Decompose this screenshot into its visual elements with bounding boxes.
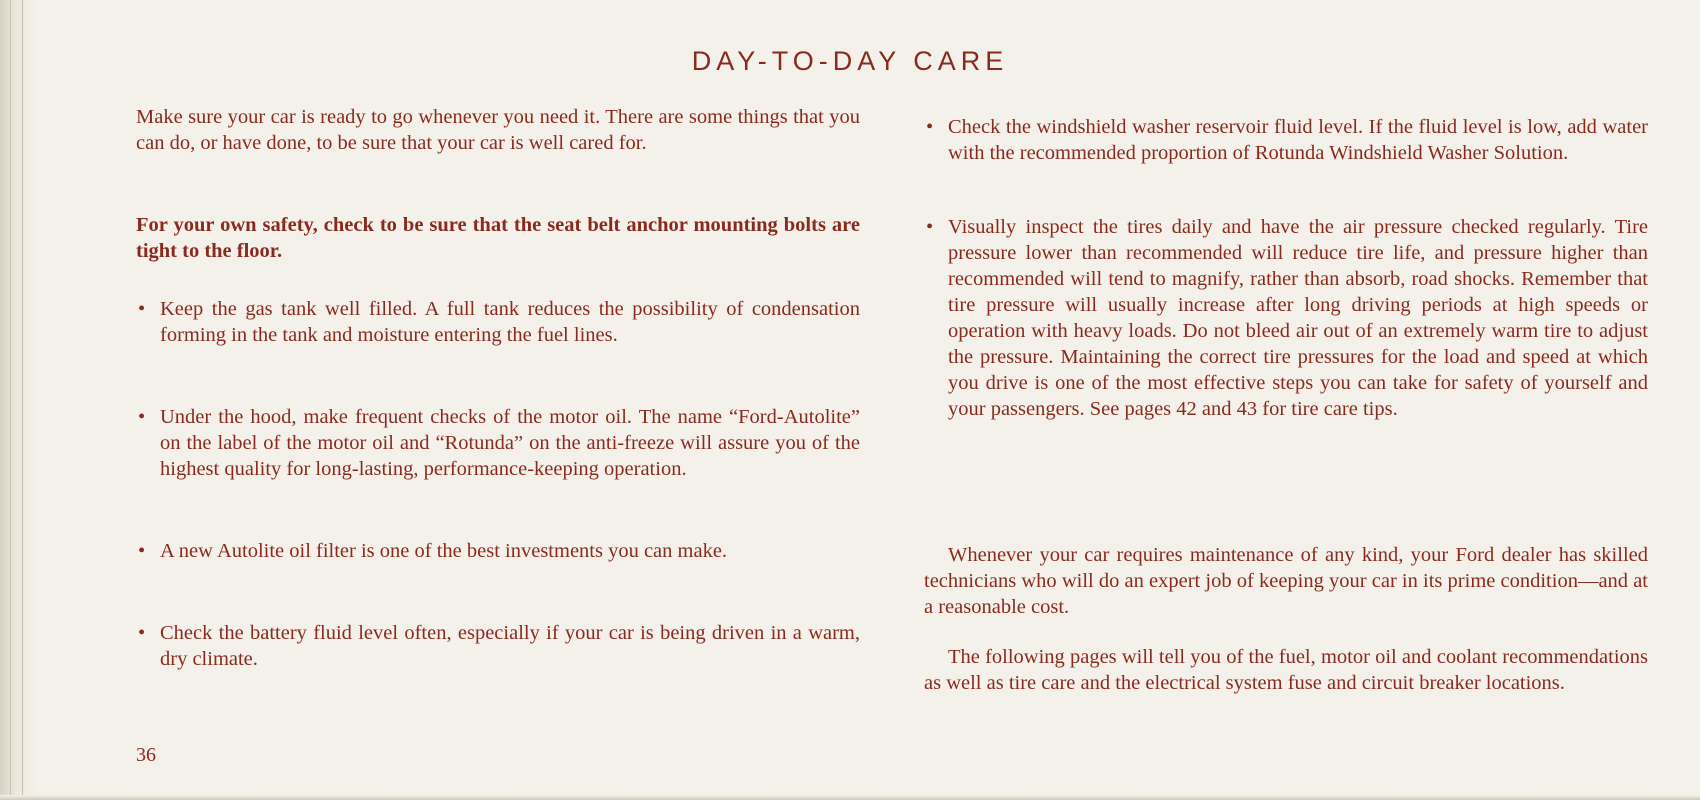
book-spine: [0, 0, 38, 800]
list-item-text: Check the battery fluid level often, especially if your car is being driven in a warm, dry climate.: [160, 622, 860, 670]
left-column: [136, 104, 860, 734]
list-item-text: Visually inspect the tires daily and have the air pressure checked regularly. Tire pressure lower than recommended will reduce tire life, and pressure higher than recommended will tend to magnify, rather than absorb, road shocks. Remember that tire pressure will usually increase after long driving periods at high speeds or operation with heavy loads. Do not bleed air out of an extremely warm tire to adjust the pressure. Maintaining the correct tire pressures for the load and speed at which you drive is one of the most effective steps you can take for safety of yourself and your passengers. See pages 42 and 43 for tire care tips.: [948, 216, 1648, 420]
maintenance-paragraph: Whenever your car requires maintenance of any kind, your Ford dealer has skilled technicians who will do an expert job of keeping your car in its prime condition—and at a reasonable cost.: [924, 544, 1648, 618]
list-item: [136, 404, 860, 482]
bullet-icon: •: [138, 298, 146, 320]
list-item: [136, 296, 860, 348]
bullet-icon: •: [138, 540, 146, 562]
list-item-text: Keep the gas tank well filled. A full tank reduces the possibility of condensation forming in the tank and moisture entering the fuel lines.: [160, 298, 860, 346]
list-item-text: A new Autolite oil filter is one of the best investments you can make.: [160, 540, 728, 562]
page-number: 36: [136, 744, 156, 766]
list-item-text: Check the windshield washer reservoir fluid level. If the fluid level is low, add water with the recommended proportion of Rotunda Windshield Washer Solution.: [948, 116, 1648, 164]
list-item: [136, 620, 860, 672]
intro-paragraph: Make sure your car is ready to go whenever you need it. There are some things that you can do, or have done, to be sure that your car is well cared for.: [136, 106, 860, 154]
list-item: [924, 214, 1648, 422]
bullet-icon: •: [926, 116, 934, 138]
bullet-icon: •: [138, 406, 146, 428]
right-column: [924, 104, 1648, 734]
page-title: DAY-TO-DAY CARE: [691, 46, 1009, 76]
list-item: [136, 538, 860, 564]
list-item-text: Under the hood, make frequent checks of the motor oil. The name “Ford-Autolite” on the label of the motor oil and “Rotunda” on the anti-freeze will assure you of the highest quality for long-lasting, performance-keeping operation.: [160, 406, 860, 480]
spine-fold-line: [10, 0, 11, 800]
bullet-icon: •: [926, 216, 934, 238]
page-bottom-edge: [0, 795, 1700, 800]
spine-fold-line: [22, 0, 23, 800]
list-item: [924, 114, 1648, 166]
following-pages-paragraph: The following pages will tell you of the fuel, motor oil and coolant recommendations as well as tire care and the electrical system fuse and circuit breaker locations.: [924, 646, 1648, 694]
safety-note: For your own safety, check to be sure that the seat belt anchor mounting bolts are tight to the floor.: [136, 214, 860, 262]
bullet-icon: •: [138, 622, 146, 644]
